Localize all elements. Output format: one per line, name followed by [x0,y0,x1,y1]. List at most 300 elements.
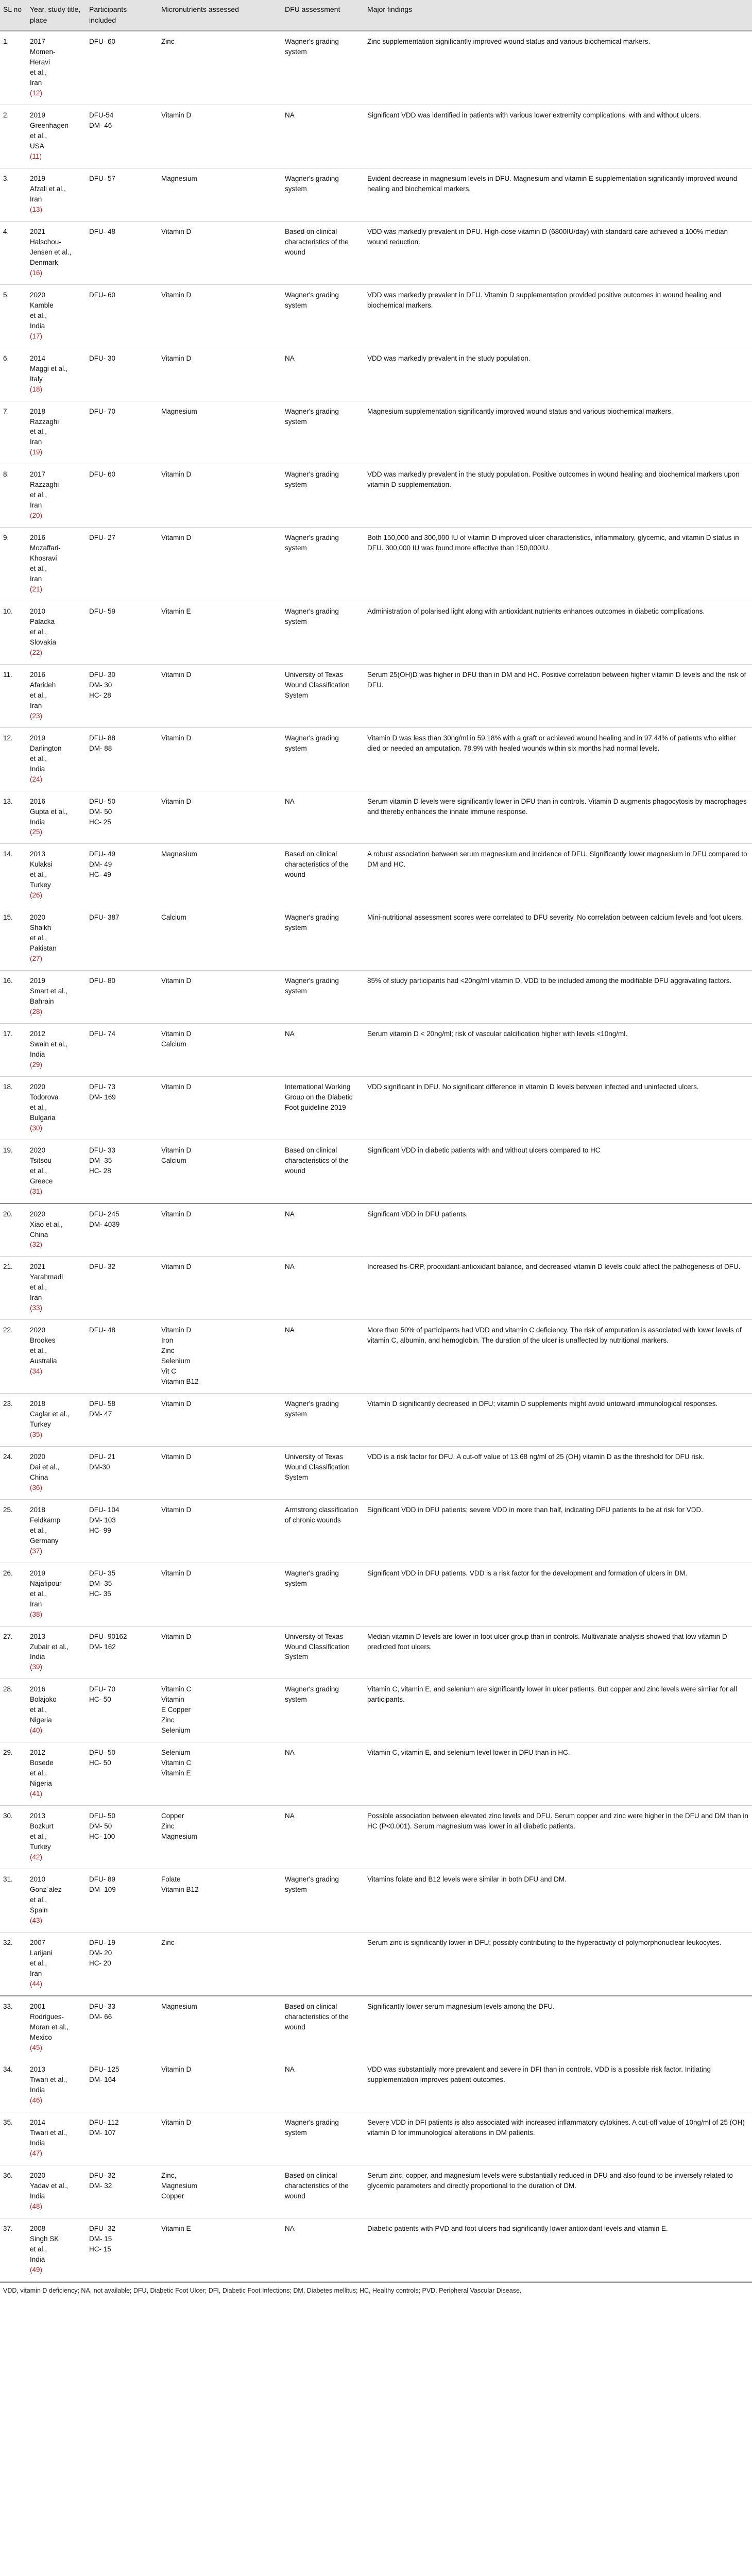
cell-sl-no [0,1996,27,2059]
cell-sl-no [0,1742,27,1806]
cell-major-findings [364,1257,752,1320]
study-line: Nigeria [30,1780,52,1788]
cell-sl-no [0,907,27,971]
study-line: 2008 [30,2225,46,2233]
micronutrient: Selenium [161,1357,191,1365]
cell-sl-no [0,791,27,844]
cell-dfu-assessment [282,1932,364,1995]
participant-group: DFU- 57 [89,175,116,183]
study-line: 2016 [30,670,46,679]
sl-number: 11. [3,670,12,679]
dfu-assessment-text: University of Texas Wound Classification System [285,1452,350,1481]
reference-link[interactable]: (22) [30,648,43,656]
cell-participants [86,907,158,971]
study-line: 2018 [30,407,46,415]
cell-sl-no [0,1869,27,1932]
participant-group: DM- 169 [89,1093,116,1101]
cell-dfu-assessment [282,1394,364,1447]
cell-dfu-assessment [282,1563,364,1626]
study-line: Turkey [30,1420,51,1429]
study-line: et al., [30,934,47,942]
dfu-assessment-text: Based on clinical characteristics of the wound [285,2172,349,2200]
micronutrient: Vitamin D [161,1082,192,1091]
participant-group: DM- 46 [89,122,112,130]
study-line: Turkey [30,881,51,889]
major-findings-text: Administration of polarised light along with antioxidant nutrients enhances outcomes in diabetic complications. [367,607,705,616]
cell-major-findings [364,464,752,528]
micronutrient: Magnesium [161,2182,197,2190]
micronutrient: Magnesium [161,407,197,415]
participant-group: DFU- 88 [89,734,116,742]
cell-dfu-assessment [282,1742,364,1806]
study-line: 2013 [30,2065,46,2074]
cell-participants [86,1257,158,1320]
reference-link[interactable]: (37) [30,1547,43,1555]
micronutrient: Selenium [161,1726,191,1735]
reference-link[interactable]: (18) [30,385,43,393]
study-line: Bolajoko [30,1696,57,1704]
cell-dfu-assessment [282,1679,364,1742]
study-line: Iran [30,501,42,510]
dfu-assessment-text: NA [285,1263,295,1271]
cell-dfu-assessment [282,2218,364,2282]
reference-link[interactable]: (13) [30,206,43,213]
reference-link[interactable]: (48) [30,2202,43,2211]
cell-micronutrients [158,168,282,222]
cell-micronutrients [158,31,282,105]
study-line: Afarideh [30,681,56,689]
study-line: et al., [30,1895,47,1904]
participant-group: DM- 15 [89,2235,112,2243]
study-line: India [30,321,45,330]
participant-group: DFU- 112 [89,2119,119,2127]
header-sl-no: SL no [0,0,27,31]
dfu-assessment-text: Wagner's grading system [285,1875,339,1893]
table-row [0,907,752,971]
study-line: Iran [30,575,42,583]
sl-number: 37. [3,2225,13,2233]
cell-dfu-assessment [282,1446,364,1499]
table-row [0,31,752,105]
study-line: 2020 [30,291,46,299]
major-findings-text: Significantly lower serum magnesium levels among the DFU. [367,2002,555,2010]
micronutrient: E Copper [161,1706,191,1714]
sl-number: 32. [3,1938,13,1946]
dfu-assessment-text: NA [285,1326,295,1334]
dfu-assessment-text: Wagner's grading system [285,913,339,932]
cell-dfu-assessment [282,664,364,727]
table-row [0,601,752,665]
sl-number: 34. [3,2065,13,2074]
cell-major-findings [364,221,752,284]
participant-group: HC- 35 [89,1589,111,1598]
cell-study [27,1679,86,1742]
study-line: Iran [30,1969,42,1977]
major-findings-text: Median vitamin D levels are lower in foot ulcer group than in controls. Multivariate analysis showed that low vitamin D predicted foot ulcers. [367,1632,727,1651]
micronutrient: Iron [161,1336,174,1345]
cell-micronutrients [158,1563,282,1626]
study-line: et al., [30,871,47,879]
study-line: Afzali et al., [30,185,66,193]
cell-dfu-assessment [282,401,364,464]
major-findings-text: More than 50% of participants had VDD and vitamin C deficiency. The risk of amputation is associated with lower levels of vitamin C, albumin, and hemoglobin. The duration of the ulcer is unaffected by nutritional markers. [367,1326,742,1345]
cell-participants [86,1076,158,1140]
cell-major-findings [364,1679,752,1742]
study-line: Feldkamp [30,1516,61,1524]
reference-link[interactable]: (17) [30,332,43,340]
cell-study [27,528,86,601]
study-line: Jensen et al., [30,248,72,256]
participant-group: HC- 49 [89,871,111,879]
micronutrient: Vitamin C [161,1759,192,1767]
cell-major-findings [364,1140,752,1203]
sl-number: 13. [3,797,13,805]
sl-number: 5. [3,291,9,299]
cell-sl-no [0,971,27,1024]
study-line: Iran [30,79,42,87]
reference-link[interactable]: (26) [30,891,43,900]
micronutrient: Vitamin D [161,1326,192,1334]
study-line: 2019 [30,977,46,985]
sl-number: 25. [3,1505,13,1514]
reference-link[interactable]: (12) [30,89,43,97]
reference-link[interactable]: (31) [30,1187,43,1195]
participant-group: DM-30 [89,1463,110,1471]
reference-link[interactable]: (35) [30,1431,43,1438]
reference-link[interactable]: (24) [30,775,43,783]
reference-link[interactable]: (23) [30,711,43,720]
cell-participants [86,401,158,464]
study-line: Germany [30,1536,59,1545]
study-line: 2020 [30,1326,46,1334]
reference-link[interactable]: (43) [30,1916,43,1924]
reference-link[interactable]: (32) [30,1241,43,1249]
cell-sl-no [0,1932,27,1995]
cell-participants [86,2218,158,2282]
table-row [0,2112,752,2165]
reference-link[interactable]: (45) [30,2043,43,2052]
reference-link[interactable]: (28) [30,1008,43,1016]
participant-group: HC- 20 [89,1959,111,1967]
cell-micronutrients [158,791,282,844]
cell-study [27,401,86,464]
cell-dfu-assessment [282,2112,364,2165]
reference-link[interactable]: (46) [30,2096,43,2105]
sl-number: 23. [3,1400,13,1408]
cell-participants [86,221,158,284]
participant-group: DM- 164 [89,2076,116,2084]
study-line: India [30,2192,45,2200]
table-row [0,791,752,844]
micronutrient: Vitamin D [161,227,192,235]
dfu-assessment-text: Wagner's grading system [285,175,339,193]
study-line: Bosede [30,1759,54,1767]
study-line: et al., [30,565,47,573]
table-row [0,1024,752,1077]
study-line: et al., [30,691,47,699]
dfu-assessment-text: NA [285,797,295,805]
major-findings-text: Zinc supplementation significantly improved wound status and various biochemical markers. [367,38,651,46]
dfu-assessment-text: Wagner's grading system [285,38,339,56]
cell-participants [86,348,158,401]
cell-dfu-assessment [282,1076,364,1140]
participant-group: DFU-54 [89,111,114,120]
cell-sl-no [0,1806,27,1869]
micronutrient: Vitamin E [161,1769,191,1777]
dfu-assessment-text: Wagner's grading system [285,470,339,489]
reference-link[interactable]: (11) [30,152,42,161]
table-row [0,348,752,401]
cell-study [27,1563,86,1626]
cell-participants [86,1869,158,1932]
table-body [0,31,752,2281]
study-line: et al., [30,132,47,140]
study-line: et al., [30,1769,47,1777]
micronutrient: Vitamin D [161,2065,192,2074]
reference-link[interactable]: (16) [30,268,43,277]
participant-group: DFU- 33 [89,2002,116,2010]
reference-link[interactable]: (30) [30,1124,43,1132]
participant-group: DM- 50 [89,807,112,816]
cell-study [27,2059,86,2112]
study-line: Kulaksi [30,860,53,869]
dfu-assessment-text: Wagner's grading system [285,977,339,995]
reference-link[interactable]: (47) [30,2149,43,2158]
reference-link[interactable]: (49) [30,2265,43,2274]
cell-sl-no [0,2112,27,2165]
cell-major-findings [364,1932,752,1995]
cell-micronutrients [158,1869,282,1932]
cell-micronutrients [158,1499,282,1563]
table-row [0,664,752,727]
micronutrient: Vitamin B12 [161,1378,199,1386]
participant-group: DM- 4039 [89,1220,120,1228]
study-line: Tsitsou [30,1156,52,1164]
study-line: China [30,1473,48,1481]
table-row [0,168,752,222]
table-row [0,221,752,284]
cell-sl-no [0,844,27,907]
cell-micronutrients [158,1679,282,1742]
dfu-assessment-text: NA [285,1210,295,1218]
participant-group: HC- 28 [89,1166,111,1175]
dfu-assessment-text: Wagner's grading system [285,534,339,552]
cell-micronutrients [158,1742,282,1806]
participant-group: HC- 50 [89,1696,111,1704]
participant-group: DM- 35 [89,1579,112,1587]
participant-group: DM- 30 [89,681,112,689]
cell-dfu-assessment [282,1204,364,1257]
cell-sl-no [0,528,27,601]
sl-number: 33. [3,2002,13,2010]
major-findings-text: Significant VDD in DFU patients. VDD is a risk factor for the development and formation of ulcers in DM. [367,1569,688,1577]
cell-major-findings [364,791,752,844]
cell-study [27,791,86,844]
study-line: Maggi et al., [30,364,68,372]
cell-participants [86,791,158,844]
study-line: 2021 [30,1263,46,1271]
sl-number: 2. [3,111,9,120]
participant-group: HC- 15 [89,2245,111,2253]
sl-number: 29. [3,1749,13,1757]
table-footnote: VDD, vitamin D deficiency; NA, not available; DFU, Diabetic Foot Ulcer; DFI, Diabetic Foot Infections; DM, Diabetes mellitus; HC, Healthy controls; PVD, Peripheral Vascular Disease. [0,2282,752,2299]
table-row [0,1996,752,2059]
participant-group: DFU- 30 [89,670,116,679]
study-line: Italy [30,375,43,383]
study-line: 2014 [30,354,46,362]
cell-major-findings [364,2165,752,2218]
cell-dfu-assessment [282,1140,364,1203]
participant-group: DM- 47 [89,1410,112,1418]
table-row [0,844,752,907]
header-major-findings: Major findings [364,0,752,31]
participant-group: DM- 88 [89,744,112,752]
reference-link[interactable]: (41) [30,1790,43,1798]
cell-major-findings [364,401,752,464]
participant-group: DFU- 90162 [89,1632,127,1640]
cell-micronutrients [158,1204,282,1257]
cell-micronutrients [158,1024,282,1077]
major-findings-text: Serum vitamin D < 20ng/ml; risk of vascular calcification higher with levels <10ng/ml. [367,1030,627,1038]
study-line: 2019 [30,111,46,120]
study-line: 2020 [30,1082,46,1091]
cell-major-findings [364,664,752,727]
study-line: Tiwari et al., [30,2076,67,2084]
major-findings-text: Serum vitamin D levels were significantly lower in DFU than in controls. Vitamin D augments phagocytosis by macrophages and thereby enhances the innate immune response. [367,797,747,816]
study-line: India [30,818,45,826]
reference-link[interactable]: (25) [30,828,43,836]
reference-link[interactable]: (34) [30,1367,43,1376]
cell-dfu-assessment [282,2059,364,2112]
cell-study [27,1626,86,1679]
study-line: Slovakia [30,638,57,646]
sl-number: 7. [3,407,9,415]
cell-dfu-assessment [282,1626,364,1679]
participant-group: HC- 100 [89,1833,115,1841]
micronutrient: Selenium [161,1749,191,1757]
study-line: Najafipour [30,1579,62,1587]
major-findings-text: A robust association between serum magnesium and incidence of DFU. Significantly lower magnesium in DFU compared to DM and HC. [367,850,747,869]
micronutrient: Zinc [161,38,175,46]
study-line: et al., [30,2245,47,2253]
reference-link[interactable]: (40) [30,1726,43,1735]
sl-number: 1. [3,38,9,46]
cell-participants [86,1563,158,1626]
cell-major-findings [364,844,752,907]
cell-study [27,168,86,222]
cell-micronutrients [158,1394,282,1447]
cell-major-findings [364,1869,752,1932]
major-findings-text: VDD was substantially more prevalent and severe in DFI than in controls. VDD is a possible risk factor. Initiating supplementation improves patient outcomes. [367,2065,711,2084]
micronutrient: Vitamin D [161,1452,192,1461]
participant-group: DFU- 48 [89,227,116,235]
cell-participants [86,844,158,907]
reference-link[interactable]: (27) [30,955,43,963]
major-findings-text: Vitamin C, vitamin E, and selenium are significantly lower in ulcer patients. But copper and zinc levels were similar for all participants. [367,1685,737,1704]
cell-study [27,601,86,665]
reference-link[interactable]: (19) [30,448,43,456]
reference-link[interactable]: (33) [30,1304,43,1312]
cell-major-findings [364,105,752,168]
micronutrient: Vitamin E [161,607,191,616]
sl-number: 4. [3,227,9,235]
participant-group: DM- 49 [89,860,112,869]
cell-major-findings [364,1320,752,1394]
cell-major-findings [364,971,752,1024]
sl-number: 12. [3,734,13,742]
cell-micronutrients [158,1076,282,1140]
cell-micronutrients [158,1996,282,2059]
cell-major-findings [364,2112,752,2165]
table-row [0,2218,752,2282]
sl-number: 16. [3,977,13,985]
micronutrient: Vitamin D [161,797,192,805]
reference-link[interactable]: (36) [30,1483,43,1492]
reference-link[interactable]: (44) [30,1979,43,1988]
cell-major-findings [364,1626,752,1679]
reference-link[interactable]: (38) [30,1610,43,1618]
major-findings-text: VDD was markedly prevalent in DFU. High-dose vitamin D (6800IU/day) with standard care achieved a 100% median wound reduction. [367,227,728,246]
study-line: 2012 [30,1030,46,1038]
participant-group: DFU- 19 [89,1938,116,1946]
participant-group: DFU- 60 [89,470,116,479]
study-line: et al., [30,1166,47,1175]
cell-sl-no [0,2059,27,2112]
cell-micronutrients [158,401,282,464]
reference-link[interactable]: (20) [30,512,43,520]
study-line: Spain [30,1906,48,1914]
study-line: Mozaffari- [30,544,61,552]
cell-dfu-assessment [282,284,364,348]
major-findings-text: VDD was markedly prevalent in DFU. Vitamin D supplementation provided positive outcomes in wound healing and biochemical markers. [367,291,722,309]
dfu-assessment-text: NA [285,111,295,120]
study-line: 2017 [30,470,46,479]
reference-link[interactable]: (29) [30,1060,43,1069]
study-line: Razzaghi [30,417,59,426]
participant-group: DFU- 27 [89,534,116,542]
header-participants: Participants included [86,0,158,31]
micronutrient: Vitamin D [161,1210,192,1218]
cell-major-findings [364,1742,752,1806]
study-line: Australia [30,1357,57,1365]
micronutrient: Calcium [161,913,186,922]
sl-number: 3. [3,175,9,183]
cell-study [27,1446,86,1499]
reference-link[interactable]: (39) [30,1663,43,1671]
study-line: 2018 [30,1400,46,1408]
study-line: 2013 [30,1632,46,1640]
study-line: India [30,2139,45,2147]
reference-link[interactable]: (42) [30,1853,43,1861]
study-line: 2010 [30,607,46,616]
cell-major-findings [364,1204,752,1257]
micronutrient: Vitamin D [161,977,192,985]
cell-participants [86,105,158,168]
participant-group: DFU- 50 [89,797,116,805]
dfu-assessment-text: Wagner's grading system [285,607,339,625]
cell-micronutrients [158,844,282,907]
cell-study [27,1204,86,1257]
study-line: Turkey [30,1843,51,1851]
micronutrient: Vit C [161,1367,177,1376]
participant-group: HC- 25 [89,818,111,826]
cell-study [27,464,86,528]
cell-participants [86,1446,158,1499]
dfu-assessment-text: Wagner's grading system [285,1400,339,1418]
reference-link[interactable]: (21) [30,585,43,594]
cell-sl-no [0,1626,27,1679]
cell-study [27,1320,86,1394]
